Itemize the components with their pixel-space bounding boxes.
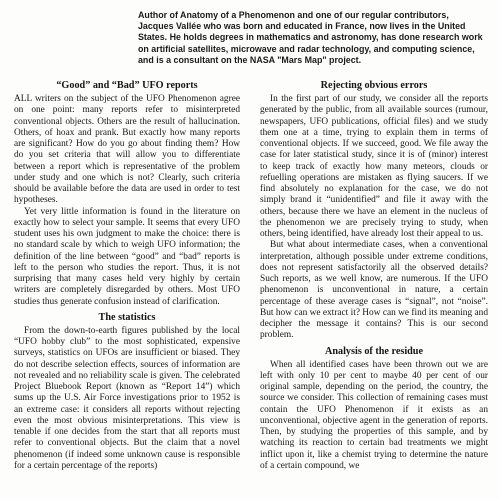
paragraph: But what about intermediate cases, when a conventional interpretation, although possible under extreme conditions, does not represent satisfactorily all the observed details? Such reports, as we well know, are numerous. If the UFO phenomenon is unconventional in nature, a certain percentage of these average cases is “signal”, not “noise”. But how can we extract it? How can we find its meaning and decipher the message it contains? This is our second problem. — [260, 240, 488, 341]
author-bio: Author of Anatomy of a Phenomenon and one of our regular contributors, Jacques Vallée who was born and educated in France, now lives in the United States. He holds degrees in mathematics and astronomy, has done research work on artificial satellites, microwave and radar technology, and computing science, and is a consultant on the NASA "Mars Map" project. — [138, 10, 483, 65]
section-heading-residue: Analysis of the residue — [324, 345, 423, 357]
paragraph: Yet very little information is found in the literature on exactly how to select your sample. It seems that every UFO student uses his own judgment to make the choice: there is no standard scale by which to weigh UFO information; the definition of the line between “good” and “bad” reports is left to the person who studies the report. Thus, it is not surprising that many cases held very highly by certain writers are completely disregarded by others. Most UFO studies thus generate confusion instead of clarification. — [14, 206, 240, 307]
paragraph: From the down-to-earth figures published by the local “UFO hobby club” to the most sophisticated, expensive surveys, statistics on UFOs are insufficient or biased. They do not describe selection effects, sources of information are not revealed and no reliability scale is given. The celebrated Project Bluebook Report (known as “Report 14”) which sums up the U.S. Air Force investigations prior to 1952 is an extreme case: it considers all reports without rejecting even the most obvious misinterpretations. This view is tenable if one decides from the start that all reports must refer to conventional objects. But the claim that a novel phenomenon (if indeed some unknown cause is responsible for a certain percentage of the reports) — [14, 325, 240, 471]
section-heading-good-bad: “Good” and “Bad” UFO reports — [56, 80, 198, 91]
paragraph: When all identified cases have been thrown out we are left with only 10 per cent to maybe 40 per cent of our original sample, depending on the period, the country, the source we consider. This collection of remaining cases must contain the UFO Phenomenon if it exists as an unconventional, objective agent in the generation of reports. Then, by studying the properties of this sample, and by watching its reaction to certain bad treatments we might inflict upon it, like a chemist trying to determine the nature of a certain compound, we — [260, 359, 488, 471]
section-heading-rejecting: Rejecting obvious errors — [320, 80, 428, 91]
paragraph: ALL writers on the subject of the UFO Phenomenon agree on one point: many reports refer to misinterpreted conventional objects. Others are the result of hallucination. Others, of hoax and prank. But exactly how many reports are significant? How do you go about finding them? How do you set criteria that will allow you to differentiate between a report which is representative of the problem under study and one which is not? Clearly, such criteria should be available before the data are used in order to test hypotheses. — [14, 94, 240, 206]
section-heading-statistics: The statistics — [98, 311, 156, 323]
paragraph: In the first part of our study, we consider all the reports generated by the public, from all available sources (rumour, newspapers, UFO publications, official files) and we study them one at a time, trying to explain them in terms of conventional objects. If we succeed, good. We file away the case for later statistical study, since it is of (minor) interest to keep track of exactly how many meteors, clouds or refuelling operations are mistaken as flying saucers. If we find absolutely no explanation for the case, we do not simply brand it “unidentified” and file it away with the others, because there we have an element in the nucleus of the phenomenon we are precisely trying to study, when others, being identified, have already lost their appeal to us. — [260, 94, 488, 239]
left-column — [14, 80, 240, 472]
right-column — [260, 80, 488, 472]
